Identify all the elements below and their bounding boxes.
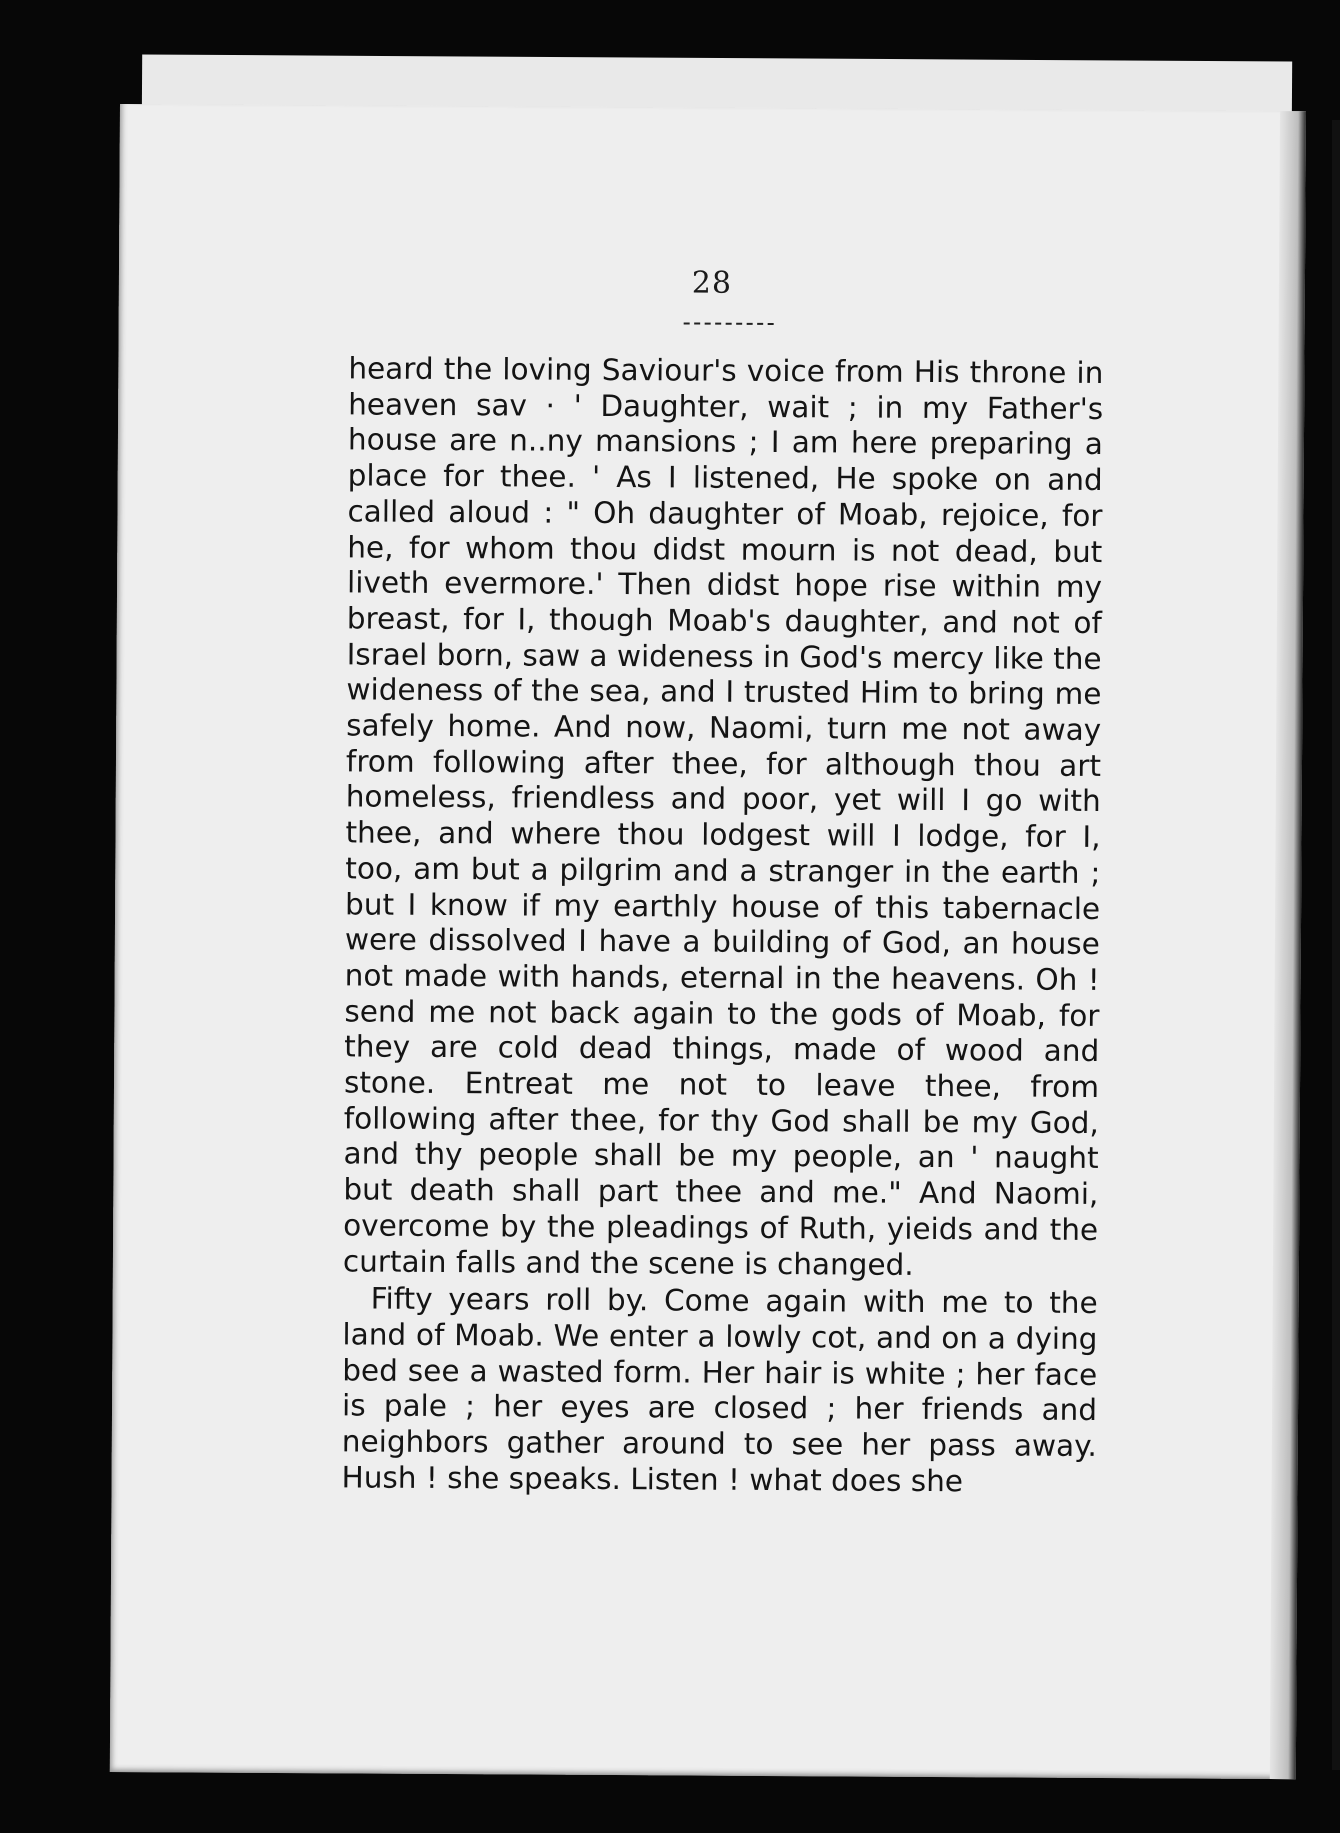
body-text <box>342 351 1104 1500</box>
book-page <box>110 104 1306 1779</box>
book-spine <box>1332 120 1340 1770</box>
paragraph: heard the loving Saviour's voice from His throne in heaven sav · ' Daughter, wait ; in my Father's house are n..ny mansions ; I am here preparing a place for thee. ' As I listened, He spoke on and called aloud : " Oh daughter of Moab, rejoice, for he, for whom thou didst mourn is not dead, but liveth evermore.' Then didst hope rise within my breast, for I, though Moab's daughter, and not of Israel born, saw a wideness in God's mercy like the wideness of the sea, and I trusted Him to bring me safely home. And now, Naomi, turn me not away from following after thee, for although thou art homeless, friendless and poor, yet will I go with thee, and where thou lodgest will I lodge, for I, too, am but a pilgrim and a stranger in the earth ; but I know if my earthly house of this tabernacle were dissolved I have a building of God, an house not made with hands, eternal in the heavens. Oh ! send me not back again to the gods of Moab, for they are cold dead things, made of wood and stone. Entreat me not to leave thee, from following after thee, for thy God shall be my God, and thy people shall be my people, an ' naught but death shall part thee and me." And Naomi, overcome by the pleadings of Ruth, yieids and the curtain falls and the scene is changed. <box>342 351 1104 1282</box>
paragraph: Fifty years roll by. Come again with me to the land of Moab. We enter a lowly cot, and on a dying bed see a wasted form. Her hair is white ; her face is pale ; her eyes are closed ; her friends and neighbors gather around to see her pass away. Hush ! she speaks. Listen ! what does she <box>341 1281 1098 1498</box>
page-number-rule <box>684 322 774 325</box>
page-number: 28 <box>691 265 733 301</box>
